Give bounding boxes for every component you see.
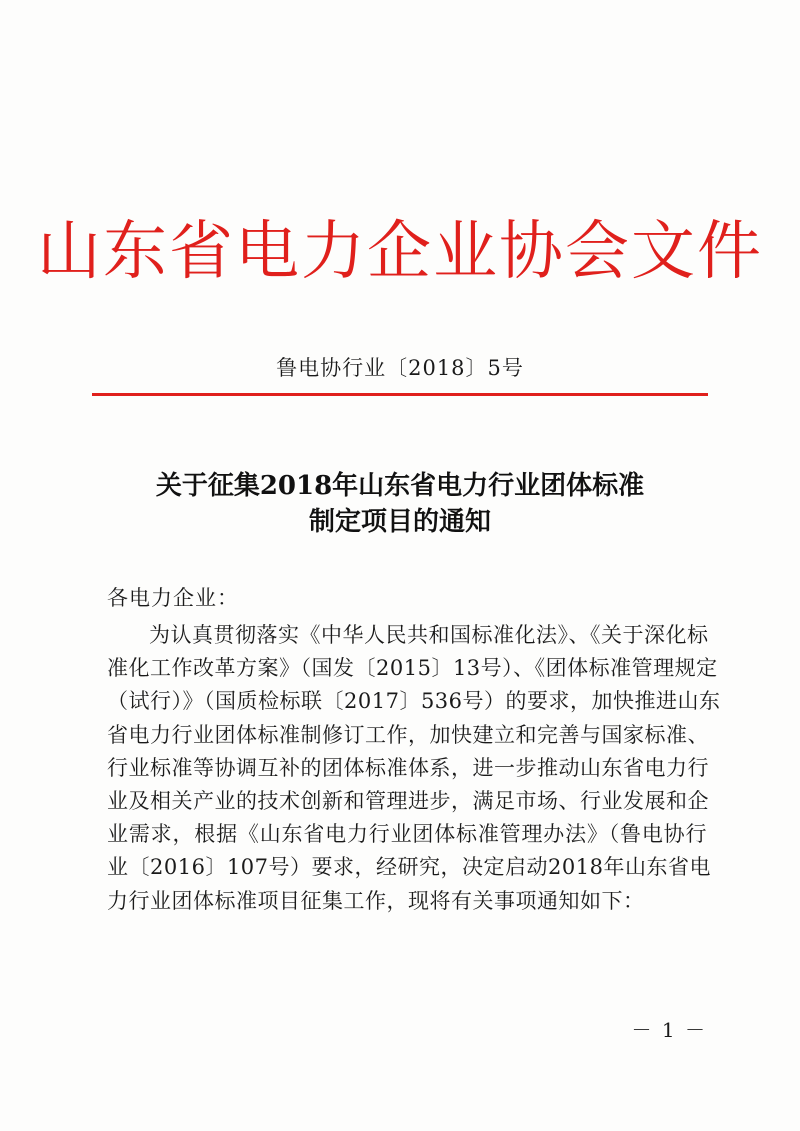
body-line: 准化工作改革方案》（国发〔2015〕13号）、《团体标准管理规定 <box>107 656 718 681</box>
body-line: 行业标准等协调互补的团体标准体系，进一步推动山东省电力行 <box>107 755 709 780</box>
body-line: 省电力行业团体标准制修订工作，加快建立和完善与国家标准、 <box>107 722 709 747</box>
body-line: 为认真贯彻落实《中华人民共和国标准化法》、《关于深化标 <box>149 623 709 647</box>
red-divider-line <box>92 393 708 396</box>
notice-title-line-1: 关于征集2018年山东省电力行业团体标准 <box>155 471 645 501</box>
body-line: 业〔2016〕107号）要求，经研究，决定启动2018年山东省电 <box>107 855 711 880</box>
body-line: 力行业团体标准项目征集工作，现将有关事项通知如下： <box>107 888 645 913</box>
document-number: 鲁电协行业〔2018〕5号 <box>276 356 524 380</box>
body-line: 业及相关产业的技术创新和管理进步，满足市场、行业发展和企 <box>107 788 709 813</box>
body-line: （试行）》（国质检标联〔2017〕536号）的要求，加快推进山东 <box>107 689 721 714</box>
page-number: － 1 － <box>631 1018 707 1042</box>
body-line: 业需求，根据《山东省电力行业团体标准管理办法》（鲁电协行 <box>107 822 707 847</box>
salutation: 各电力企业： <box>107 586 239 610</box>
notice-title-line-2: 制定项目的通知 <box>308 507 491 537</box>
document-header-title: 山东省电力企业协会文件 <box>37 215 763 289</box>
notice-title <box>0 468 800 540</box>
body-paragraph <box>107 619 721 918</box>
